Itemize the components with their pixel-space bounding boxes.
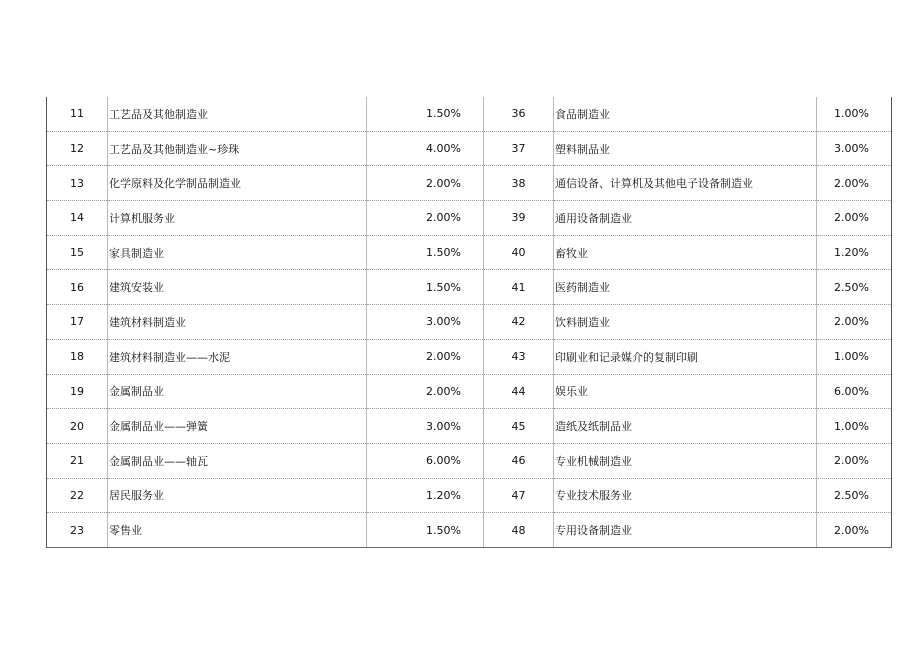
right-rate-cell: 1.00% <box>817 409 892 444</box>
right-rate-cell: 2.00% <box>817 305 892 340</box>
left-number-cell: 22 <box>47 478 108 513</box>
industry-rate-table-sheet <box>46 97 891 548</box>
industry-rate-table <box>46 97 892 548</box>
right-number-cell: 36 <box>484 97 554 131</box>
right-number-cell: 40 <box>484 235 554 270</box>
right-rate-cell: 2.50% <box>817 270 892 305</box>
left-number-cell: 21 <box>47 443 108 478</box>
left-number-cell: 11 <box>47 97 108 131</box>
right-industry-cell: 塑料制品业 <box>554 131 817 166</box>
right-industry-cell: 专业技术服务业 <box>554 478 817 513</box>
right-industry-cell: 娱乐业 <box>554 374 817 409</box>
table-body <box>47 97 892 547</box>
left-rate-cell: 3.00% <box>367 409 484 444</box>
table-row <box>47 270 892 305</box>
left-industry-cell: 家具制造业 <box>108 235 367 270</box>
left-rate-cell: 1.50% <box>367 270 484 305</box>
table-row <box>47 339 892 374</box>
left-number-cell: 18 <box>47 339 108 374</box>
right-number-cell: 44 <box>484 374 554 409</box>
left-industry-cell: 建筑安装业 <box>108 270 367 305</box>
table-row <box>47 409 892 444</box>
table-row <box>47 478 892 513</box>
right-rate-cell: 2.00% <box>817 201 892 236</box>
left-rate-cell: 2.00% <box>367 374 484 409</box>
right-rate-cell: 6.00% <box>817 374 892 409</box>
right-number-cell: 42 <box>484 305 554 340</box>
left-industry-cell: 金属制品业——轴瓦 <box>108 443 367 478</box>
left-number-cell: 15 <box>47 235 108 270</box>
right-rate-cell: 1.20% <box>817 235 892 270</box>
left-number-cell: 16 <box>47 270 108 305</box>
left-number-cell: 20 <box>47 409 108 444</box>
right-rate-cell: 3.00% <box>817 131 892 166</box>
right-number-cell: 37 <box>484 131 554 166</box>
right-number-cell: 39 <box>484 201 554 236</box>
left-rate-cell: 2.00% <box>367 339 484 374</box>
right-industry-cell: 造纸及纸制品业 <box>554 409 817 444</box>
right-industry-cell: 印刷业和记录媒介的复制印刷 <box>554 339 817 374</box>
left-rate-cell: 6.00% <box>367 443 484 478</box>
left-rate-cell: 4.00% <box>367 131 484 166</box>
left-industry-cell: 计算机服务业 <box>108 201 367 236</box>
table-row <box>47 166 892 201</box>
left-number-cell: 14 <box>47 201 108 236</box>
table-row <box>47 374 892 409</box>
right-number-cell: 48 <box>484 513 554 548</box>
right-number-cell: 43 <box>484 339 554 374</box>
right-industry-cell: 食品制造业 <box>554 97 817 131</box>
table-row <box>47 235 892 270</box>
table-row <box>47 201 892 236</box>
left-industry-cell: 建筑材料制造业 <box>108 305 367 340</box>
left-rate-cell: 2.00% <box>367 201 484 236</box>
right-number-cell: 38 <box>484 166 554 201</box>
right-rate-cell: 1.00% <box>817 97 892 131</box>
table-row <box>47 513 892 548</box>
left-industry-cell: 工艺品及其他制造业~珍珠 <box>108 131 367 166</box>
right-number-cell: 46 <box>484 443 554 478</box>
left-industry-cell: 金属制品业——弹簧 <box>108 409 367 444</box>
right-industry-cell: 畜牧业 <box>554 235 817 270</box>
table-row <box>47 97 892 131</box>
left-rate-cell: 1.50% <box>367 97 484 131</box>
left-number-cell: 17 <box>47 305 108 340</box>
left-industry-cell: 建筑材料制造业——水泥 <box>108 339 367 374</box>
right-industry-cell: 通用设备制造业 <box>554 201 817 236</box>
left-industry-cell: 零售业 <box>108 513 367 548</box>
right-industry-cell: 通信设备、计算机及其他电子设备制造业 <box>554 166 817 201</box>
left-industry-cell: 化学原料及化学制品制造业 <box>108 166 367 201</box>
right-industry-cell: 专用设备制造业 <box>554 513 817 548</box>
left-rate-cell: 3.00% <box>367 305 484 340</box>
right-number-cell: 41 <box>484 270 554 305</box>
left-rate-cell: 2.00% <box>367 166 484 201</box>
right-industry-cell: 专业机械制造业 <box>554 443 817 478</box>
left-number-cell: 12 <box>47 131 108 166</box>
right-rate-cell: 2.00% <box>817 166 892 201</box>
right-rate-cell: 2.50% <box>817 478 892 513</box>
right-rate-cell: 2.00% <box>817 443 892 478</box>
right-rate-cell: 1.00% <box>817 339 892 374</box>
left-number-cell: 23 <box>47 513 108 548</box>
left-industry-cell: 金属制品业 <box>108 374 367 409</box>
right-rate-cell: 2.00% <box>817 513 892 548</box>
right-industry-cell: 饮料制造业 <box>554 305 817 340</box>
left-rate-cell: 1.50% <box>367 235 484 270</box>
right-number-cell: 45 <box>484 409 554 444</box>
left-rate-cell: 1.20% <box>367 478 484 513</box>
left-number-cell: 19 <box>47 374 108 409</box>
left-industry-cell: 工艺品及其他制造业 <box>108 97 367 131</box>
table-row <box>47 443 892 478</box>
table-row <box>47 305 892 340</box>
left-industry-cell: 居民服务业 <box>108 478 367 513</box>
right-industry-cell: 医药制造业 <box>554 270 817 305</box>
left-number-cell: 13 <box>47 166 108 201</box>
left-rate-cell: 1.50% <box>367 513 484 548</box>
right-number-cell: 47 <box>484 478 554 513</box>
table-row <box>47 131 892 166</box>
